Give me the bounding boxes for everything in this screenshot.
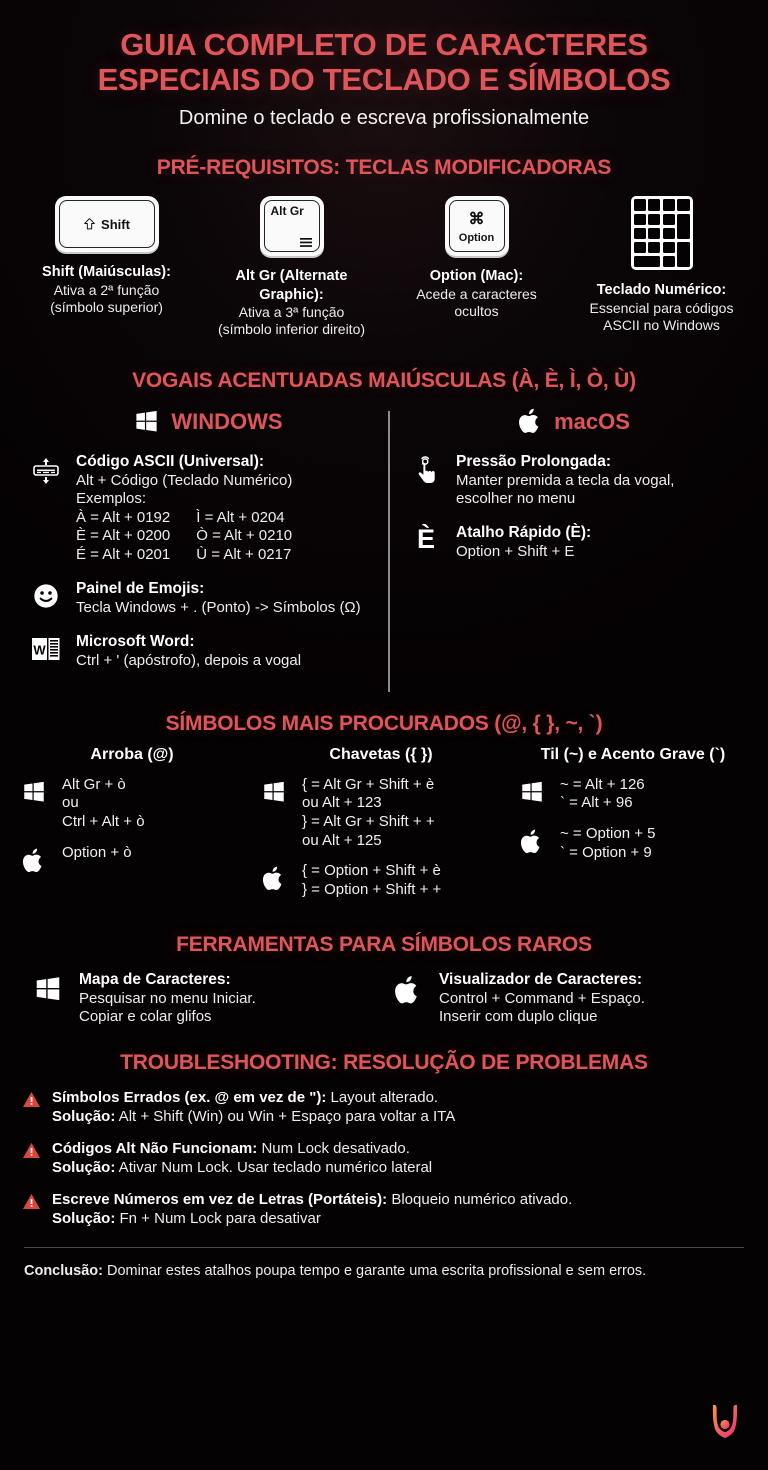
symbols-heading: SÍMBOLOS MAIS PROCURADOS (@, { }, ~, `) [165, 711, 603, 735]
macos-item-shortcut [408, 524, 740, 561]
troubleshooting-list [0, 1088, 768, 1229]
prereq-item-option [384, 196, 569, 339]
tb-problem-rest-3: Bloqueio numérico ativado. [387, 1191, 573, 1209]
emoji-title: Painel de Emojis: [76, 580, 205, 598]
tb-solution-bold-1: Solução: [52, 1107, 116, 1125]
windows-logo-icon [30, 971, 66, 1004]
menu-lines-icon [299, 237, 313, 248]
symbol-column-arroba [12, 746, 252, 912]
troubleshooting-item [22, 1088, 746, 1126]
ascii-line1: Alt + Código (Teclado Numérico) [76, 471, 293, 489]
longpress-title: Pressão Prolongada: [456, 452, 612, 470]
tb-problem-bold-1: Símbolos Errados (ex. @ em vez de "): [52, 1088, 327, 1106]
tb-problem-rest-2: Num Lock desativado. [257, 1139, 410, 1157]
charmap-title: Mapa de Caracteres: [79, 971, 231, 989]
chavetas-win-line-4: ou Alt + 125 [302, 831, 382, 849]
page-title-line2: ESPECIAIS DO TECLADO E SÍMBOLOS [97, 61, 671, 97]
chavetas-win-line-1: { = Alt Gr + Shift + è [302, 775, 435, 793]
ascii-keyboard-icon [28, 453, 64, 487]
e-grave-glyph-icon: È [416, 524, 435, 555]
prereq-title-option: Option (Mac): [429, 268, 524, 285]
warning-triangle-icon [22, 1190, 42, 1210]
os-columns [0, 405, 768, 686]
header [0, 0, 768, 130]
windows-logo-icon [515, 776, 549, 805]
numpad-icon [631, 196, 693, 270]
tools-item-charmap [30, 971, 378, 1026]
warning-triangle-icon [22, 1139, 42, 1159]
prereq-title-shift: Shift (Maiúsculas): [42, 264, 171, 281]
windows-header [28, 405, 388, 439]
troubleshooting-section [0, 1051, 768, 1229]
charviewer-line2: Inserir com duplo clique [439, 1008, 598, 1026]
prereq-desc-altgr-1: Ativa a 3ª função [238, 303, 345, 320]
charmap-line1: Pesquisar no menu Iniciar. [79, 989, 256, 1007]
macos-label: macOS [554, 408, 630, 434]
prereq-desc-numpad-1: Essencial para códigos [589, 299, 734, 316]
til-windows-row [515, 776, 751, 813]
prereq-desc-option-2: ocultos [454, 303, 499, 320]
tools-section [0, 933, 768, 1026]
symbol-column-chavetas [252, 746, 510, 912]
svg-text:W: W [33, 642, 46, 658]
shortcut-line1: Option + Shift + E [456, 542, 575, 560]
til-mac-line-1: ~ = Option + 5 [560, 824, 656, 842]
tb-problem-bold-3: Escreve Números em vez de Letras (Portáteis): [52, 1191, 388, 1209]
charviewer-line1: Control + Command + Espaço. [439, 989, 645, 1007]
arroba-win-line-1: Alt Gr + ò [62, 775, 126, 793]
troubleshooting-item [22, 1190, 746, 1228]
til-mac-line-2: ` = Option + 9 [560, 843, 652, 861]
troubleshooting-item [22, 1139, 746, 1177]
ascii-code-table [76, 509, 388, 564]
chavetas-mac-line-1: { = Option + Shift + è [302, 862, 441, 880]
prereq-title-altgr: Alt Gr (Alternate Graphic): [235, 268, 348, 303]
ascii-code-a-grave: À = Alt + 0192 [76, 509, 171, 527]
option-keycap-icon [445, 196, 509, 256]
conclusion-label: Conclusão: [24, 1262, 103, 1279]
ascii-code-e-acute: É = Alt + 0201 [76, 545, 171, 563]
prereq-desc-option-1: Acede a caracteres [416, 285, 537, 302]
windows-item-ascii [28, 453, 388, 564]
arroba-mac-row [17, 844, 247, 875]
chavetas-windows-row [257, 776, 505, 850]
brand-logo-icon [708, 1402, 742, 1442]
troubleshooting-heading: TROUBLESHOOTING: RESOLUÇÃO DE PROBLEMAS [120, 1050, 648, 1074]
prerequisites-section [0, 156, 768, 339]
apple-logo-icon [515, 825, 549, 856]
column-divider [388, 411, 390, 692]
microsoft-word-icon [28, 633, 64, 663]
ascii-code-u-grave: Ù = Alt + 0217 [196, 545, 292, 563]
prereq-desc-numpad-2: ASCII no Windows [603, 317, 720, 334]
windows-item-emoji [28, 580, 388, 617]
arroba-windows-row [17, 776, 247, 832]
charviewer-title: Visualizador de Caracteres: [439, 971, 643, 989]
prerequisites-grid [0, 196, 768, 339]
prerequisites-heading: PRÉ-REQUISITOS: TECLAS MODIFICADORAS [156, 156, 612, 180]
prereq-item-numpad [569, 196, 754, 339]
tb-solution-rest-3: Fn + Num Lock para desativar [115, 1210, 321, 1228]
tb-problem-bold-2: Códigos Alt Não Funcionam: [52, 1139, 258, 1157]
prereq-desc-shift-1: Ativa a 2ª função [53, 281, 160, 298]
shift-keycap-label: Shift [101, 216, 130, 232]
symbols-columns [0, 746, 768, 912]
conclusion-body: Dominar estes atalhos poupa tempo e garante uma escrita profissional e sem erros. [102, 1262, 647, 1279]
macos-items [408, 453, 740, 561]
symbol-title-chavetas: Chavetas ({ }) [329, 745, 433, 763]
prereq-title-numpad: Teclado Numérico: [596, 282, 727, 299]
shortcut-title: Atalho Rápido (È): [456, 524, 592, 542]
vowels-heading: VOGAIS ACENTUADAS MAIÚSCULAS (À, È, Ì, Ò, Ù) [132, 368, 636, 392]
page-title [26, 28, 742, 97]
emoji-line1: Tecla Windows + . (Ponto) -> Símbolos (Ω) [76, 598, 361, 616]
windows-label: WINDOWS [171, 408, 283, 434]
tb-solution-bold-2: Solução: [52, 1159, 116, 1177]
longpress-line1: Manter premida a tecla da vogal, [456, 471, 675, 489]
option-keycap-label: Option [458, 231, 495, 244]
apple-logo-icon [257, 862, 291, 893]
ascii-line2: Exemplos: [76, 489, 147, 507]
ascii-title: Código ASCII (Universal): [76, 452, 265, 470]
ascii-code-i-grave: Ì = Alt + 0204 [196, 509, 285, 527]
word-title: Microsoft Word: [76, 632, 195, 650]
windows-items [28, 453, 388, 670]
conclusion-text [0, 1248, 768, 1281]
symbol-column-til [510, 746, 756, 912]
charmap-line2: Copiar e colar glifos [79, 1008, 212, 1026]
windows-column [18, 405, 398, 686]
tb-solution-rest-1: Alt + Shift (Win) ou Win + Espaço para voltar a ITA [115, 1107, 456, 1125]
windows-logo-icon [133, 408, 160, 435]
windows-logo-icon [17, 776, 51, 805]
prereq-desc-altgr-2: (símbolo inferior direito) [217, 321, 366, 338]
symbol-title-til: Til (~) e Acento Grave (`) [540, 745, 726, 763]
apple-logo-icon [390, 971, 426, 1007]
windows-item-word [28, 633, 388, 670]
chavetas-mac-line-2: } = Option + Shift + + [302, 880, 442, 898]
chavetas-mac-row [257, 862, 505, 899]
word-line1: Ctrl + ' (apóstrofo), depois a vogal [76, 651, 302, 669]
apple-logo-icon [518, 407, 543, 436]
shift-arrow-icon [83, 217, 96, 231]
symbols-section [0, 712, 768, 912]
macos-header [408, 405, 740, 439]
altgr-keycap-label: Alt Gr [270, 204, 304, 219]
tb-solution-rest-2: Ativar Num Lock. Usar teclado numérico lateral [115, 1159, 433, 1177]
apple-logo-icon [17, 844, 51, 875]
windows-logo-icon [257, 776, 291, 805]
longpress-line2: escolher no menu [456, 489, 576, 507]
smiley-face-icon [28, 580, 64, 610]
chavetas-win-line-2: ou Alt + 123 [302, 794, 382, 812]
arroba-win-line-3: Ctrl + Alt + ò [62, 812, 145, 830]
ascii-code-e-grave: È = Alt + 0200 [76, 527, 171, 545]
command-glyph-icon: ⌘ [468, 210, 485, 228]
shift-keycap-icon [55, 196, 159, 252]
vowels-section [0, 369, 768, 686]
til-mac-row [515, 825, 751, 862]
tap-hold-finger-icon [408, 453, 444, 487]
altgr-keycap-icon [260, 196, 324, 256]
tb-solution-bold-3: Solução: [52, 1210, 116, 1228]
tools-heading: FERRAMENTAS PARA SÍMBOLOS RAROS [176, 933, 592, 957]
til-win-line-1: ~ = Alt + 126 [560, 775, 645, 793]
ascii-codes-right [196, 509, 292, 564]
macos-item-longpress [408, 453, 740, 508]
tools-item-charviewer [390, 971, 738, 1026]
prereq-desc-shift-2: (símbolo superior) [50, 299, 163, 316]
warning-triangle-icon [22, 1088, 42, 1108]
ascii-codes-left [76, 509, 170, 564]
symbol-title-arroba: Arroba (@) [90, 745, 174, 763]
prereq-item-shift [14, 196, 199, 339]
ascii-code-o-grave: Ò = Alt + 0210 [196, 527, 293, 545]
til-win-line-2: ` = Alt + 96 [560, 794, 633, 812]
arroba-mac-line-1: Option + ò [62, 843, 132, 861]
page-subtitle: Domine o teclado e escreva profissionalmente [178, 107, 590, 130]
macos-column [398, 405, 750, 686]
arroba-win-line-2: ou [62, 794, 79, 812]
chavetas-win-line-3: } = Alt Gr + Shift + + [302, 812, 435, 830]
prereq-item-altgr [199, 196, 384, 339]
page-title-line1: GUIA COMPLETO DE CARACTERES [120, 27, 648, 62]
tb-problem-rest-1: Layout alterado. [326, 1088, 439, 1106]
tools-grid [0, 971, 768, 1026]
